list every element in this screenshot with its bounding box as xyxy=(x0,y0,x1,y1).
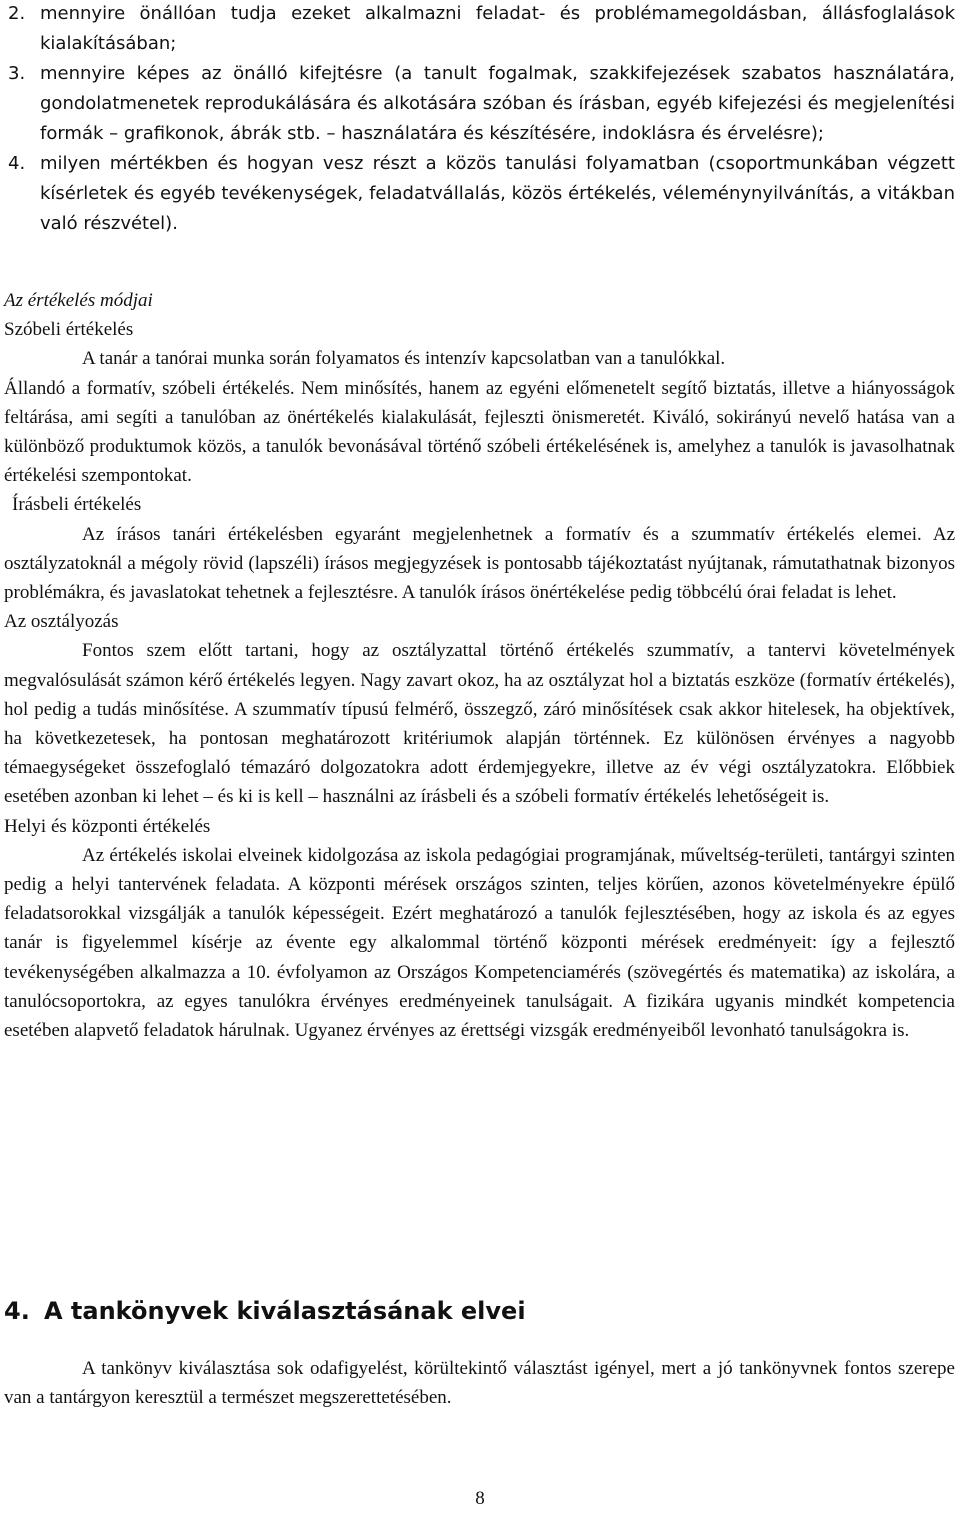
subheading-oral: Szóbeli értékelés xyxy=(4,319,134,341)
list-item-number: 4. xyxy=(8,153,26,174)
local-central-paragraph: Az értékelés iskolai elveinek kidolgozása az iskola pedagógiai programjának, műveltség-területi, tantárgyi szinten pedig a helyi tantervének feladata. A központi mérések országos szinten, teljes körűen, azonos követelményekre épülő feladatsorokkal vizsgálják a tanulók képességeit. Ezért meghatározó a tanulók fejlesztésében, hogy az iskola és az egyes tanár is figyelemmel kísérje az évente egy alkalommal történő központi mérések eredményeit: így a fejlesztő tevékenységében alkalmazza a 10. évfolyamon az Országos Kompetenciamérés (szövegértés és matematika) az iskolára, a tanulócsoportokra, az egyes tanulókra érvényes eredményeinek tanulságait. A fizikára ugyanis mindkét kompetencia esetében alapvető feladatok hárulnak. Ugyanez érvényes az érettségi vizsgák eredményeiből levonható tanulságokra is. xyxy=(4,844,955,1042)
written-paragraph: Az írásos tanári értékelésben egyaránt megjelenhetnek a formatív és a szummatív értékelés elemei. Az osztályzatoknál a mégoly rövid (lapszéli) írásos megjegyzések is pontosabb tájékoztatást nyújtanak, rámutathatnak bizonyos problémákra, és javaslatokat tehetnek a fejlesztésre. A tanulók írásos önértékelése pedig többcélú órai feladat is lehet. xyxy=(4,523,955,604)
oral-paragraph-2: Állandó a formatív, szóbeli értékelés. Nem minősítés, hanem az egyéni előmenetelt segítő biztatás, illetve a hiányosságok feltárása, ami segíti a tanulóban az önértékelés kialakulását, fejleszti önismeretét. Kiváló, sokirányú nevelő hatása van a különböző produktumok közös, a tanulók bevonásával történő szóbeli értékelésének is, amelyhez a tanulók is javasolhatnak értékelési szempontokat. xyxy=(4,377,955,487)
section-heading-assessment-methods: Az értékelés módjai xyxy=(4,290,153,311)
subheading-grading: Az osztályozás xyxy=(4,611,119,633)
criteria-list xyxy=(0,0,955,239)
oral-paragraph-1: A tanár a tanórai munka során folyamatos és intenzív kapcsolatban van a tanulókkal. xyxy=(82,348,726,370)
page-number: 8 xyxy=(475,1488,485,1509)
section-number: 4. xyxy=(4,1297,30,1325)
textbooks-paragraph: A tankönyv kiválasztása sok odafigyelést, körültekintő választást igényel, mert a jó tankönyvnek fontos szerepe van a tantárgyon keresztül a természet megszerettetésében. xyxy=(4,1358,955,1409)
list-item-text: milyen mértékben és hogyan vesz részt a közös tanulási folyamatban (csoportmunkában végzett kísérletek és egyéb tevékenységek, feladatvállalás, közös értékelés, véleménynyilvánítás, a vitákban való részvétel). xyxy=(40,153,955,234)
list-item xyxy=(0,59,955,149)
list-item-number: 2. xyxy=(8,3,26,24)
grading-paragraph: Fontos szem előtt tartani, hogy az osztályzattal történő értékelés szummatív, a tantervi követelmények megvalósulását számon kérő értékelés legyen. Nagy zavart okoz, ha az osztályzat hol a biztatás eszköze (formatív értékelés), hol pedig a tudás minősítése. A szummatív típusú felmérő, összegző, záró minősítések csak akkor hitelesek, ha objektívek, ha következetesek, ha pontosan meghatározott kritériumok alapján történnek. Ez különösen érvényes a nagyobb témaegységeket összefoglaló témazáró dolgozatokra adott érdemjegyekre, illetve az év végi osztályzatokra. Előbbiek esetében azonban ki lehet – és ki is kell – használni az írásbeli és a szóbeli formatív értékelés lehetőségeit is. xyxy=(4,640,955,808)
subheading-local-central: Helyi és központi értékelés xyxy=(4,815,211,837)
list-item xyxy=(0,149,955,239)
subheading-written: Írásbeli értékelés xyxy=(12,494,142,516)
list-item xyxy=(0,0,955,59)
list-item-number: 3. xyxy=(8,63,26,84)
list-item-text: mennyire önállóan tudja ezeket alkalmazni feladat- és problémamegoldásban, állásfoglalások kialakításában; xyxy=(40,3,955,54)
section-title-textbooks xyxy=(4,1295,526,1327)
assessment-section xyxy=(4,286,955,1045)
list-item-text: mennyire képes az önálló kifejtésre (a tanult fogalmak, szakkifejezések szabatos használatára, gondolatmenetek reprodukálására és alkotására szóban és írásban, egyéb kifejezési és megjelenítési formák – grafikonok, ábrák stb. – használatára és készítésére, indoklásra és érvelésre); xyxy=(40,63,955,144)
section-title-text: A tankönyvek kiválasztásának elvei xyxy=(44,1297,526,1325)
